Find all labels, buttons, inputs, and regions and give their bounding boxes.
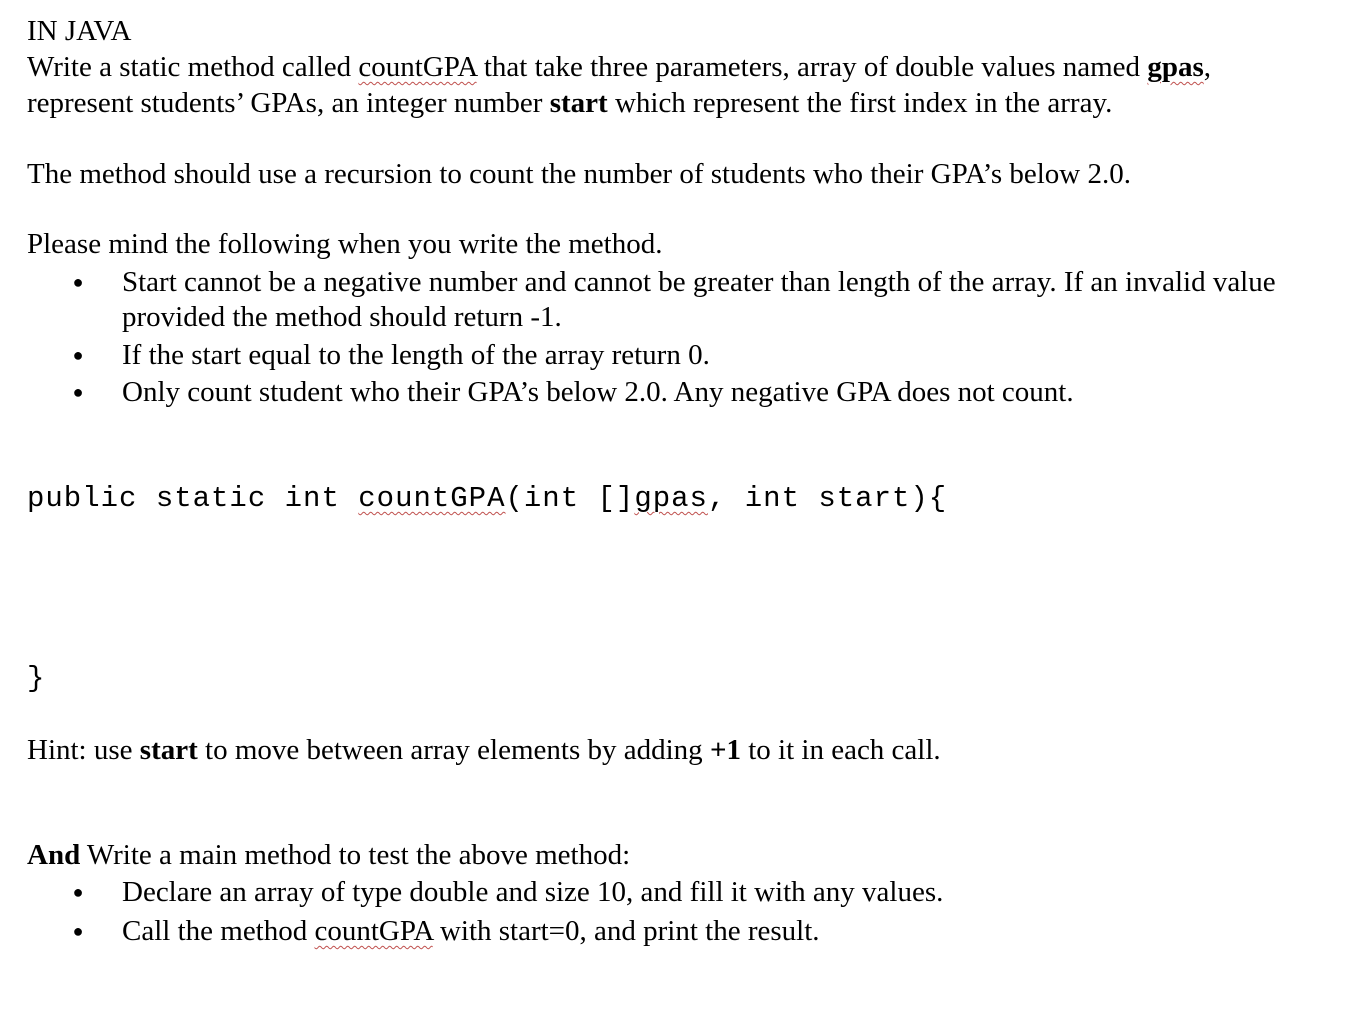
list-item-text: If the start equal to the length of the array return 0. <box>122 339 710 371</box>
list-item-text-part: with start=0, and print the result. <box>432 915 820 947</box>
code-text: , int start){ <box>707 482 948 515</box>
intro-text: , <box>1203 51 1211 83</box>
bullet-icon: ● <box>72 382 84 402</box>
list-item-text: Start cannot be a negative number and cannot be greater than length of the array. If an invalid value <box>122 266 1276 298</box>
intro-line-2 <box>27 85 1112 121</box>
list-item-text <box>122 913 820 949</box>
intro-text: Write a static method called <box>27 51 359 83</box>
intro-line-1 <box>27 49 1211 85</box>
document-title: IN JAVA <box>27 15 132 47</box>
bullet-icon: ● <box>72 272 84 292</box>
code-text: (int [] <box>505 482 635 515</box>
code-text: public static int <box>27 482 359 515</box>
hint-bold: +1 <box>709 734 741 766</box>
code-closing-brace: } <box>27 662 46 695</box>
bullet-icon: ● <box>72 345 84 365</box>
method-name: countGPA <box>314 915 433 947</box>
hint-bold: start <box>139 734 198 766</box>
start-keyword: start <box>549 87 608 119</box>
list-item-text: Only count student who their GPA’s below 2.0. Any negative GPA does not count. <box>122 376 1074 408</box>
main-heading-bold: And <box>27 839 81 871</box>
intro-text: that take three parameters, array of double values named <box>476 51 1148 83</box>
main-heading <box>27 837 630 873</box>
hint-text: Hint: use <box>27 734 140 766</box>
recursion-paragraph: The method should use a recursion to count the number of students who their GPA’s below 2.0. <box>27 158 1131 190</box>
code-signature <box>27 481 947 517</box>
intro-text: represent students’ GPAs, an integer number <box>27 87 550 119</box>
bullet-icon: ● <box>72 921 84 941</box>
hint-paragraph <box>27 732 941 768</box>
main-heading-text: Write a main method to test the above method: <box>80 839 631 871</box>
hint-text: to it in each call. <box>740 734 941 766</box>
list-item-text: Declare an array of type double and size 10, and fill it with any values. <box>122 876 944 908</box>
list-item-text: provided the method should return -1. <box>122 301 562 333</box>
bullet-icon: ● <box>72 882 84 902</box>
code-param-name: gpas <box>634 482 708 515</box>
param-name: gpas <box>1147 51 1204 83</box>
hint-text: to move between array elements by adding <box>197 734 710 766</box>
mind-heading: Please mind the following when you write the method. <box>27 228 663 260</box>
code-method-name: countGPA <box>358 482 506 515</box>
list-item-text-part: Call the method <box>122 915 315 947</box>
method-name: countGPA <box>358 51 477 83</box>
intro-text: which represent the first index in the array. <box>607 87 1113 119</box>
